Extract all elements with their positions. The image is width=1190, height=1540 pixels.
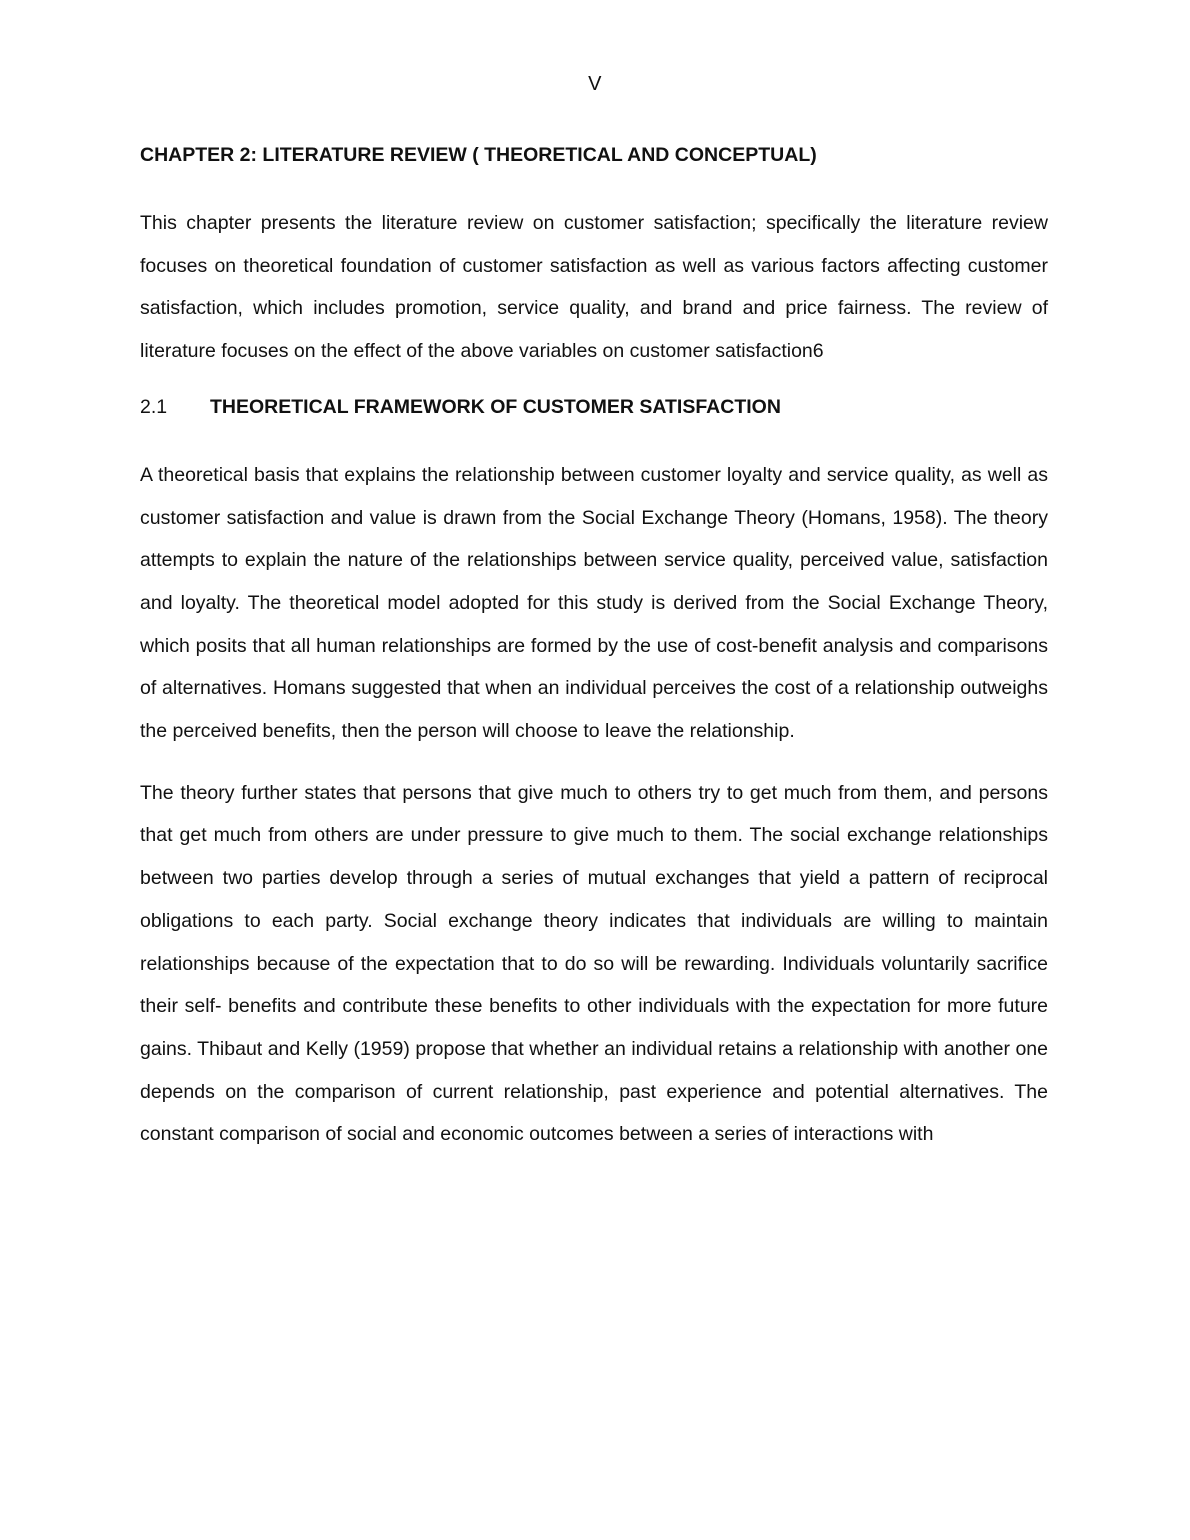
chapter-intro-paragraph: This chapter presents the literature review on customer satisfaction; specifically the literature review focuses on theoretical foundation of customer satisfaction as well as various factors affecting customer satisfaction, which includes promotion, service quality, and brand and price fairness. The review of literature focuses on the effect of the above variables on customer satisfaction6 bbox=[140, 212, 1048, 363]
section-paragraph-1: A theoretical basis that explains the relationship between customer loyalty and service quality, as well as customer satisfaction and value is drawn from the Social Exchange Theory (Homans, 1958). The theory attempts to explain the nature of the relationships between service quality, perceived value, satisfaction and loyalty. The theoretical model adopted for this study is derived from the Social Exchange Theory, which posits that all human relationships are formed by the use of cost-benefit analysis and comparisons of alternatives. Homans suggested that when an individual perceives the cost of a relationship outweighs the perceived benefits, then the person will choose to leave the relationship. bbox=[140, 463, 1048, 743]
section-paragraph-2: The theory further states that persons that give much to others try to get much from them, and persons that get much from others are under pressure to give much to them. The social exchange relationships between two parties develop through a series of mutual exchanges that yield a pattern of reciprocal obligations to each party. Social exchange theory indicates that individuals are willing to maintain relationships because of the expectation that to do so will be rewarding. Individuals voluntarily sacrifice their self- benefits and contribute these benefits to other individuals with the expectation for more future gains. Thibaut and Kelly (1959) propose that whether an individual retains a relationship with another one depends on the comparison of current relationship, past experience and potential alternatives. The constant comparison of social and economic outcomes between a series of interactions with bbox=[140, 781, 1048, 1146]
chapter-title: CHAPTER 2: LITERATURE REVIEW ( THEORETICAL AND CONCEPTUAL) bbox=[140, 144, 817, 166]
section-heading bbox=[140, 392, 1048, 422]
section-number: 2.1 bbox=[140, 395, 168, 418]
page-content bbox=[140, 140, 1048, 1156]
page-number-header: V bbox=[588, 73, 602, 95]
section-title: THEORETICAL FRAMEWORK OF CUSTOMER SATISFACTION bbox=[210, 395, 781, 418]
